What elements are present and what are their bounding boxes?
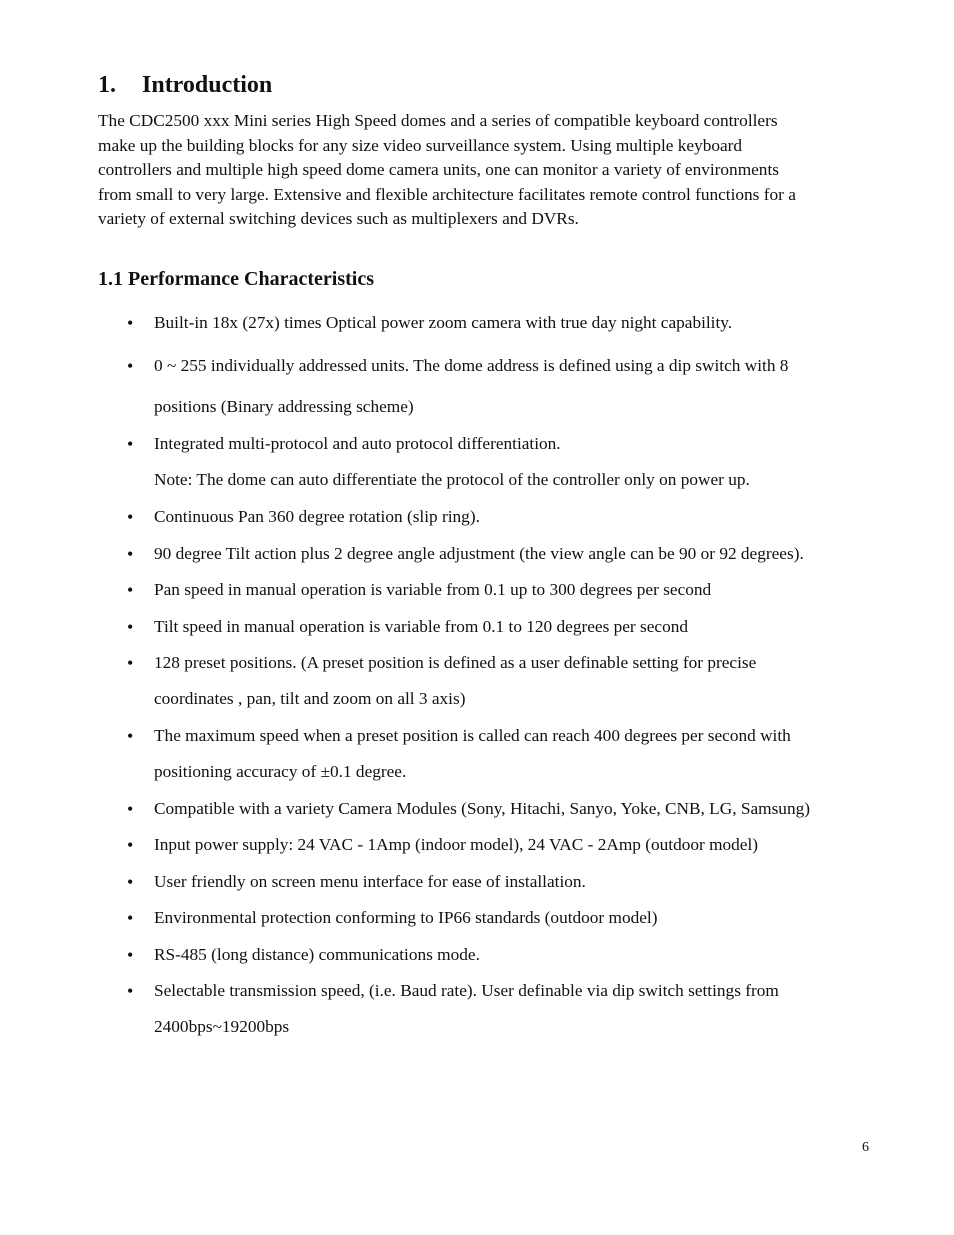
list-item-text: The maximum speed when a preset position is called can reach 400 degrees per second with bbox=[154, 726, 791, 745]
list-item-continuation bbox=[0, 686, 954, 716]
bullet-icon: • bbox=[127, 726, 134, 746]
list-item bbox=[0, 310, 954, 340]
list-item-text: Compatible with a variety Camera Modules (Sony, Hitachi, Sanyo, Yoke, CNB, LG, Samsung) bbox=[154, 799, 810, 818]
bullet-icon: • bbox=[127, 799, 134, 819]
list-item bbox=[0, 832, 954, 862]
intro-line: The CDC2500 xxx Mini series High Speed domes and a series of compatible keyboard controllers bbox=[98, 111, 778, 130]
list-item-text: Selectable transmission speed, (i.e. Baud rate). User definable via dip switch settings from bbox=[154, 981, 779, 1000]
intro-line: variety of external switching devices such as multiplexers and DVRs. bbox=[98, 209, 579, 228]
intro-line: controllers and multiple high speed dome camera units, one can monitor a variety of environments bbox=[98, 160, 779, 179]
list-item bbox=[0, 577, 954, 607]
list-item-note: Note: The dome can auto differentiate the protocol of the controller only on power up. bbox=[154, 470, 750, 489]
page-number: 6 bbox=[862, 1140, 869, 1155]
bullet-icon: • bbox=[127, 580, 134, 600]
list-item bbox=[0, 978, 954, 1008]
list-item-text: Tilt speed in manual operation is variable from 0.1 to 120 degrees per second bbox=[154, 617, 688, 636]
list-item-text: coordinates , pan, tilt and zoom on all 3 axis) bbox=[154, 689, 466, 708]
list-item bbox=[0, 504, 954, 534]
list-item bbox=[0, 869, 954, 899]
section-heading bbox=[98, 70, 272, 100]
list-item-text: positioning accuracy of ±0.1 degree. bbox=[154, 762, 407, 781]
list-item bbox=[0, 905, 954, 935]
list-item-text: Pan speed in manual operation is variable from 0.1 up to 300 degrees per second bbox=[154, 580, 712, 599]
bullet-icon: • bbox=[127, 544, 134, 564]
list-item bbox=[0, 942, 954, 972]
list-item-text: positions (Binary addressing scheme) bbox=[154, 397, 414, 416]
list-item-text: 90 degree Tilt action plus 2 degree angle adjustment (the view angle can be 90 or 92 degrees). bbox=[154, 544, 804, 563]
intro-line: from small to very large. Extensive and flexible architecture facilitates remote control functions for a bbox=[98, 184, 796, 204]
bullet-icon: • bbox=[127, 908, 134, 928]
bullet-icon: • bbox=[127, 313, 134, 333]
list-item-text: Integrated multi-protocol and auto protocol differentiation. bbox=[154, 434, 561, 453]
list-item-continuation bbox=[0, 759, 954, 789]
list-item-continuation bbox=[0, 467, 954, 497]
intro-paragraph bbox=[98, 109, 868, 232]
list-item-text: 128 preset positions. (A preset position is defined as a user definable setting for precise bbox=[154, 653, 757, 672]
list-item bbox=[0, 723, 954, 753]
bullet-icon: • bbox=[127, 356, 134, 376]
bullet-icon: • bbox=[127, 617, 134, 637]
bullet-icon: • bbox=[127, 507, 134, 527]
list-item bbox=[0, 431, 954, 461]
list-item-text: Continuous Pan 360 degree rotation (slip ring). bbox=[154, 507, 480, 526]
intro-line: make up the building blocks for any size video surveillance system. Using multiple keyboard bbox=[98, 135, 743, 155]
section-number: 1. bbox=[98, 72, 116, 98]
subsection-heading: 1.1 Performance Characteristics bbox=[98, 268, 374, 290]
list-item-text: 2400bps~19200bps bbox=[154, 1017, 290, 1036]
bullet-icon: • bbox=[127, 945, 134, 965]
bullet-icon: • bbox=[127, 434, 134, 454]
list-item-text: Environmental protection conforming to IP66 standards (outdoor model) bbox=[154, 908, 658, 927]
list-item-text: User friendly on screen menu interface for ease of installation. bbox=[154, 872, 586, 891]
bullet-icon: • bbox=[127, 835, 134, 855]
list-item-continuation bbox=[0, 394, 954, 424]
bullet-icon: • bbox=[127, 981, 134, 1001]
list-item bbox=[0, 650, 954, 680]
list-item-continuation bbox=[0, 1014, 954, 1044]
section-title: Introduction bbox=[142, 72, 273, 98]
list-item-text: Built-in 18x (27x) times Optical power zoom camera with true day night capability. bbox=[154, 313, 733, 332]
list-item bbox=[0, 541, 954, 571]
list-item-text: Input power supply: 24 VAC - 1Amp (indoor model), 24 VAC - 2Amp (outdoor model) bbox=[154, 835, 759, 854]
list-item bbox=[0, 353, 954, 383]
list-item-text: RS-485 (long distance) communications mode. bbox=[154, 945, 480, 964]
list-item-text: 0 ~ 255 individually addressed units. The dome address is defined using a dip switch with 8 bbox=[154, 356, 789, 375]
bullet-icon: • bbox=[127, 653, 134, 673]
list-item bbox=[0, 614, 954, 644]
list-item bbox=[0, 796, 954, 826]
bullet-icon: • bbox=[127, 872, 134, 892]
